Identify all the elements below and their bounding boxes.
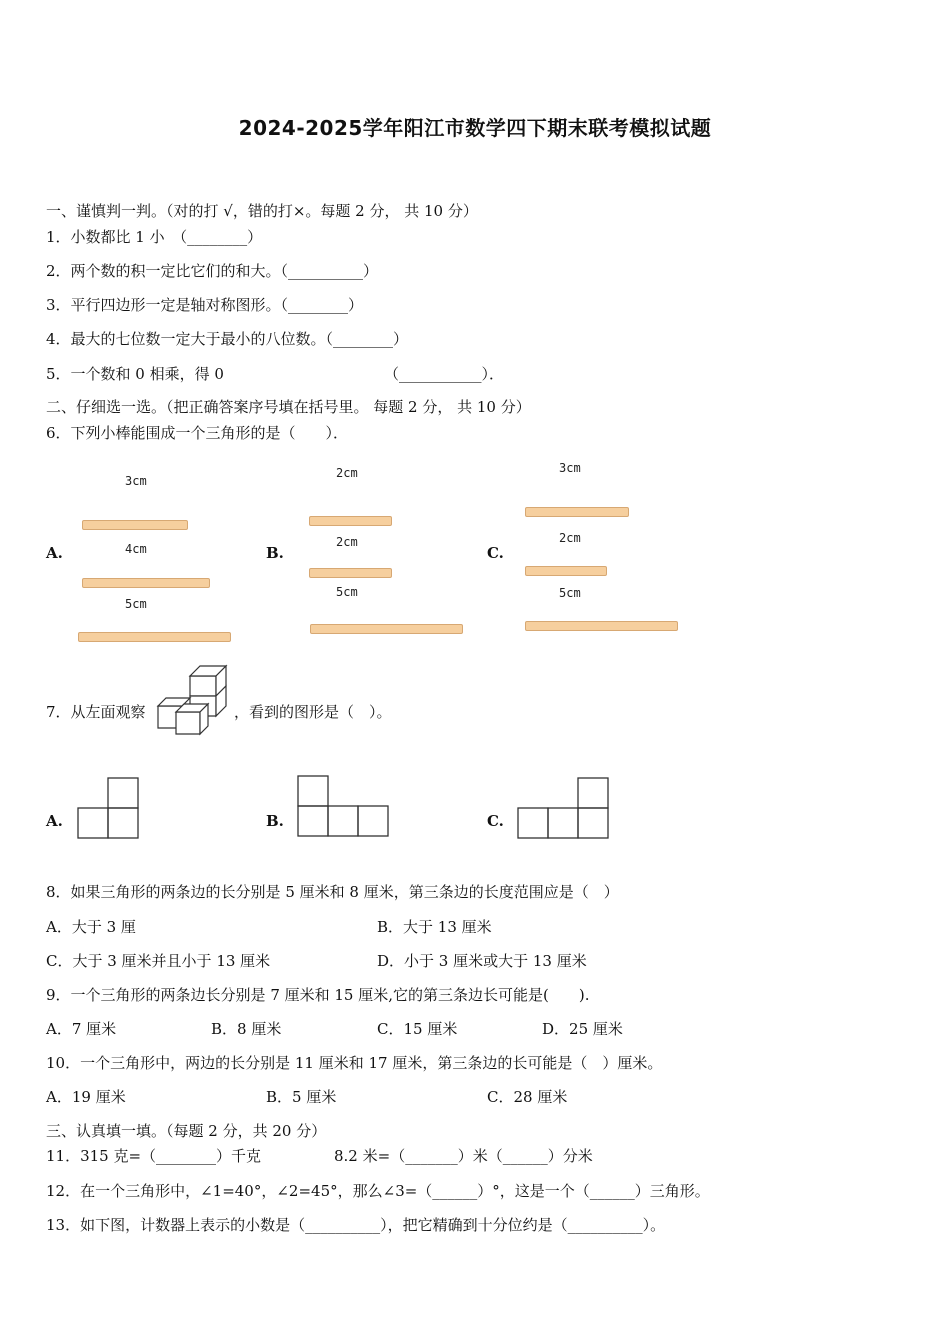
stick-label: 2cm [336, 466, 358, 480]
q9-option-c: C．15 厘米 [377, 1020, 458, 1038]
stick-label: 2cm [559, 531, 581, 545]
question-7-tail: ，看到的图形是（ ）。 [234, 703, 392, 721]
q7-option-c-figure [516, 777, 612, 841]
stick-label: 4cm [125, 542, 147, 556]
question-3: 3．平行四边形一定是轴对称图形。（________） [46, 296, 364, 314]
q7-option-c-label: C. [487, 812, 504, 830]
question-5: 5．一个数和 0 相乘，得 0 [46, 365, 224, 383]
page-title: 2024-2025学年阳江市数学四下期末联考模拟试题 [238, 116, 712, 140]
question-2: 2．两个数的积一定比它们的和大。（__________） [46, 262, 379, 280]
stick-label: 5cm [125, 597, 147, 611]
q9-option-d: D．25 厘米 [542, 1020, 623, 1038]
question-13: 13．如下图，计数器上表示的小数是（__________），把它精确到十分位约是（__________）。 [46, 1216, 666, 1234]
section1-heading: 一、谨慎判一判。（对的打 √，错的打×。每题 2 分， 共 10 分） [46, 202, 478, 220]
q7-option-b-label: B. [266, 812, 284, 830]
q6-option-a-label: A. [46, 544, 63, 562]
question-8: 8．如果三角形的两条边的长分别是 5 厘米和 8 厘米，第三条边的长度范围应是（ ） [46, 883, 619, 901]
q7-option-a-figure [76, 777, 142, 841]
question-11: 11．315 克=（________）千克 [46, 1147, 262, 1165]
q7-option-a-label: A. [46, 812, 63, 830]
q8-option-a: A．大于 3 厘 [46, 918, 136, 936]
q8-option-b: B．大于 13 厘米 [377, 918, 492, 936]
question-1: 1．小数都比 1 小 （________） [46, 228, 263, 246]
q10-option-c: C．28 厘米 [487, 1088, 568, 1106]
q8-option-c: C．大于 3 厘米并且小于 13 厘米 [46, 952, 271, 970]
q9-option-a: A．7 厘米 [46, 1020, 117, 1038]
stick-label: 5cm [336, 585, 358, 599]
q7-option-b-figure [296, 775, 392, 839]
q6-option-b-label: B. [266, 544, 284, 562]
stick-label: 3cm [559, 461, 581, 475]
question-9: 9．一个三角形的两条边长分别是 7 厘米和 15 厘米,它的第三条边长可能是( ). [46, 986, 590, 1004]
q9-option-b: B．8 厘米 [211, 1020, 282, 1038]
stick [78, 632, 231, 642]
question-6: 6．下列小棒能围成一个三角形的是（ ）． [46, 424, 349, 442]
q8-option-d: D．小于 3 厘米或大于 13 厘米 [377, 952, 587, 970]
stick [525, 566, 607, 576]
stick [309, 516, 392, 526]
stick [82, 578, 210, 588]
question-4: 4．最大的七位数一定大于最小的八位数。（________） [46, 330, 409, 348]
stick [309, 568, 392, 578]
stick [525, 507, 629, 517]
question-10: 10．一个三角形中，两边的长分别是 11 厘米和 17 厘米，第三条边的长可能是（ ）厘米。 [46, 1054, 663, 1072]
stick-label: 3cm [125, 474, 147, 488]
q10-option-b: B．5 厘米 [266, 1088, 337, 1106]
stick [82, 520, 188, 530]
cube-stack-figure [154, 662, 234, 736]
stick-label: 2cm [336, 535, 358, 549]
stick-label: 5cm [559, 586, 581, 600]
question-5-blank: （___________）． [384, 365, 505, 383]
stick [310, 624, 463, 634]
question-11-part2: 8.2 米=（_______）米（______）分米 [334, 1147, 593, 1165]
stick [525, 621, 678, 631]
section3-heading: 三、认真填一填。（每题 2 分，共 20 分） [46, 1122, 327, 1140]
question-12: 12．在一个三角形中，∠1=40°，∠2=45°，那么∠3=（______）°，这是一个（______）三角形。 [46, 1182, 710, 1200]
q6-option-c-label: C. [487, 544, 504, 562]
section2-heading: 二、仔细选一选。（把正确答案序号填在括号里。 每题 2 分， 共 10 分） [46, 398, 531, 416]
q10-option-a: A．19 厘米 [46, 1088, 126, 1106]
question-7: 7．从左面观察 [46, 703, 146, 721]
